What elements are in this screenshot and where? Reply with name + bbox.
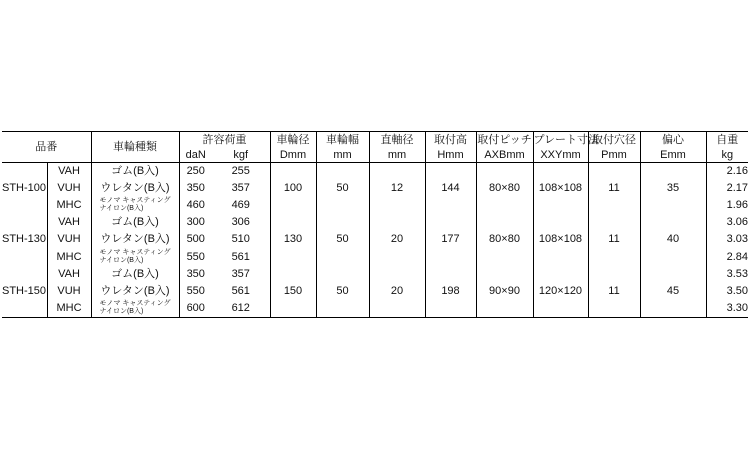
- load-kgf-cell: 469: [212, 197, 270, 214]
- header-shaft-diameter: 直軸径: [369, 132, 425, 149]
- weight-cell: 3.50: [726, 284, 748, 297]
- code-cell: VUH: [47, 231, 91, 248]
- mount-pitch-cell: 80×80: [476, 163, 533, 215]
- code-cell: VAH: [47, 214, 91, 231]
- table-row: [2, 266, 748, 283]
- header-mount-pitch: 取付ピッチ: [476, 132, 533, 149]
- wheel-type-cell: ウレタン(B入): [91, 231, 179, 248]
- code-cell: MHC: [47, 249, 91, 266]
- wheel-type-line2: ナイロン(B入): [99, 256, 144, 264]
- mount-height-cell: 198: [425, 266, 476, 318]
- wheel-type-line1: モノマ キャスティング: [99, 248, 171, 256]
- header-unit-kg: kg: [706, 148, 748, 163]
- model-cell: STH-130: [2, 214, 47, 265]
- header-plate-size: プレート寸法: [533, 132, 588, 149]
- header-wheel-type: 車輪種類: [91, 132, 179, 163]
- mount-hole-cell: 11: [588, 214, 640, 265]
- code-cell: MHC: [47, 300, 91, 318]
- weight-cell: 3.03: [726, 233, 748, 246]
- wheel-type-cell: [91, 300, 179, 318]
- weight-cell: 2.16: [726, 165, 748, 178]
- header-wheel-width: 車輪幅: [316, 132, 369, 149]
- mount-pitch-cell: 80×80: [476, 214, 533, 265]
- plate-size-cell: 108×108: [533, 163, 588, 215]
- mount-height-cell: 177: [425, 214, 476, 265]
- wheel-type-line2: ナイロン(B入): [99, 205, 144, 213]
- mount-height-cell: 144: [425, 163, 476, 215]
- header-unit-xxymm: XXYmm: [533, 148, 588, 163]
- code-cell: MHC: [47, 197, 91, 214]
- header-unit-axbmm: AXBmm: [476, 148, 533, 163]
- wheel-diameter-cell: 150: [270, 266, 316, 318]
- wheel-type-cell: ゴム(B入): [91, 266, 179, 283]
- header-unit-hmm: Hmm: [425, 148, 476, 163]
- wheel-type-line1: モノマ キャスティング: [99, 197, 171, 205]
- wheel-diameter-cell: 100: [270, 163, 316, 215]
- load-kgf-cell: 255: [212, 163, 270, 181]
- wheel-type-line2: ナイロン(B入): [99, 308, 144, 316]
- code-cell: VAH: [47, 163, 91, 181]
- load-kgf-cell: 357: [212, 266, 270, 283]
- load-dan-cell: 250: [186, 165, 205, 178]
- weight-cell: 3.06: [726, 216, 748, 229]
- mount-hole-cell: 11: [588, 266, 640, 318]
- load-dan-cell: 600: [179, 300, 212, 318]
- load-kgf-cell: 561: [212, 283, 270, 300]
- load-kgf-cell: 306: [212, 214, 270, 231]
- load-dan-cell: 350: [186, 267, 205, 280]
- wheel-width-cell: 50: [316, 163, 369, 215]
- header-unit-shaft-mm: mm: [369, 148, 425, 163]
- load-dan-cell: 550: [186, 250, 205, 263]
- header-unit-width-mm: mm: [316, 148, 369, 163]
- wheel-type-cell: ウレタン(B入): [91, 283, 179, 300]
- weight-cell: 2.84: [726, 250, 748, 263]
- wheel-type-cell: [91, 249, 179, 266]
- offset-cell: 35: [640, 163, 706, 215]
- code-cell: VUH: [47, 180, 91, 197]
- code-cell: VUH: [47, 283, 91, 300]
- wheel-type-cell: ウレタン(B入): [91, 180, 179, 197]
- plate-size-cell: 108×108: [533, 214, 588, 265]
- load-dan-cell: 350: [186, 182, 205, 195]
- load-kgf-cell: 561: [212, 249, 270, 266]
- load-dan-cell: 460: [186, 199, 205, 212]
- weight-cell: 3.53: [726, 267, 748, 280]
- header-unit-emm: Emm: [640, 148, 706, 163]
- model-cell: STH-100: [2, 163, 47, 215]
- header-unit-dan: daN: [179, 148, 212, 163]
- header-wheel-diameter: 車輪径: [270, 132, 316, 149]
- load-kgf-cell: 357: [212, 180, 270, 197]
- header-unit-kgf: kgf: [212, 148, 270, 163]
- model-cell: STH-150: [2, 266, 47, 318]
- code-cell: VAH: [47, 266, 91, 283]
- weight-cell: 3.30: [706, 300, 748, 318]
- header-mount-height: 取付高: [425, 132, 476, 149]
- table-row: [2, 163, 748, 181]
- header-allowable-load: 許容荷重: [179, 132, 270, 149]
- mount-pitch-cell: 90×90: [476, 266, 533, 318]
- table-row: [2, 214, 748, 231]
- caster-spec-table: [2, 131, 748, 318]
- shaft-diameter-cell: 20: [369, 214, 425, 265]
- weight-cell: 2.17: [726, 182, 748, 195]
- shaft-diameter-cell: 20: [369, 266, 425, 318]
- load-dan-cell: 500: [186, 233, 205, 246]
- plate-size-cell: 120×120: [533, 266, 588, 318]
- load-dan-cell: 300: [186, 216, 205, 229]
- wheel-type-cell: ゴム(B入): [91, 163, 179, 181]
- wheel-diameter-cell: 130: [270, 214, 316, 265]
- offset-cell: 40: [640, 214, 706, 265]
- shaft-diameter-cell: 12: [369, 163, 425, 215]
- mount-hole-cell: 11: [588, 163, 640, 215]
- header-offset: 偏心: [640, 132, 706, 149]
- wheel-type-cell: [91, 197, 179, 214]
- wheel-type-cell: ゴム(B入): [91, 214, 179, 231]
- header-unit-pmm: Pmm: [588, 148, 640, 163]
- load-kgf-cell: 510: [212, 231, 270, 248]
- load-dan-cell: 550: [186, 284, 205, 297]
- wheel-width-cell: 50: [316, 266, 369, 318]
- load-kgf-cell: 612: [212, 300, 270, 318]
- wheel-width-cell: 50: [316, 214, 369, 265]
- wheel-type-line1: モノマ キャスティング: [99, 300, 171, 308]
- offset-cell: 45: [640, 266, 706, 318]
- header-part-no: 品番: [2, 132, 91, 163]
- weight-cell: 1.96: [726, 199, 748, 212]
- header-weight: 自重: [706, 132, 748, 149]
- header-mount-hole: 取付穴径: [588, 132, 640, 149]
- header-unit-dmm: Dmm: [270, 148, 316, 163]
